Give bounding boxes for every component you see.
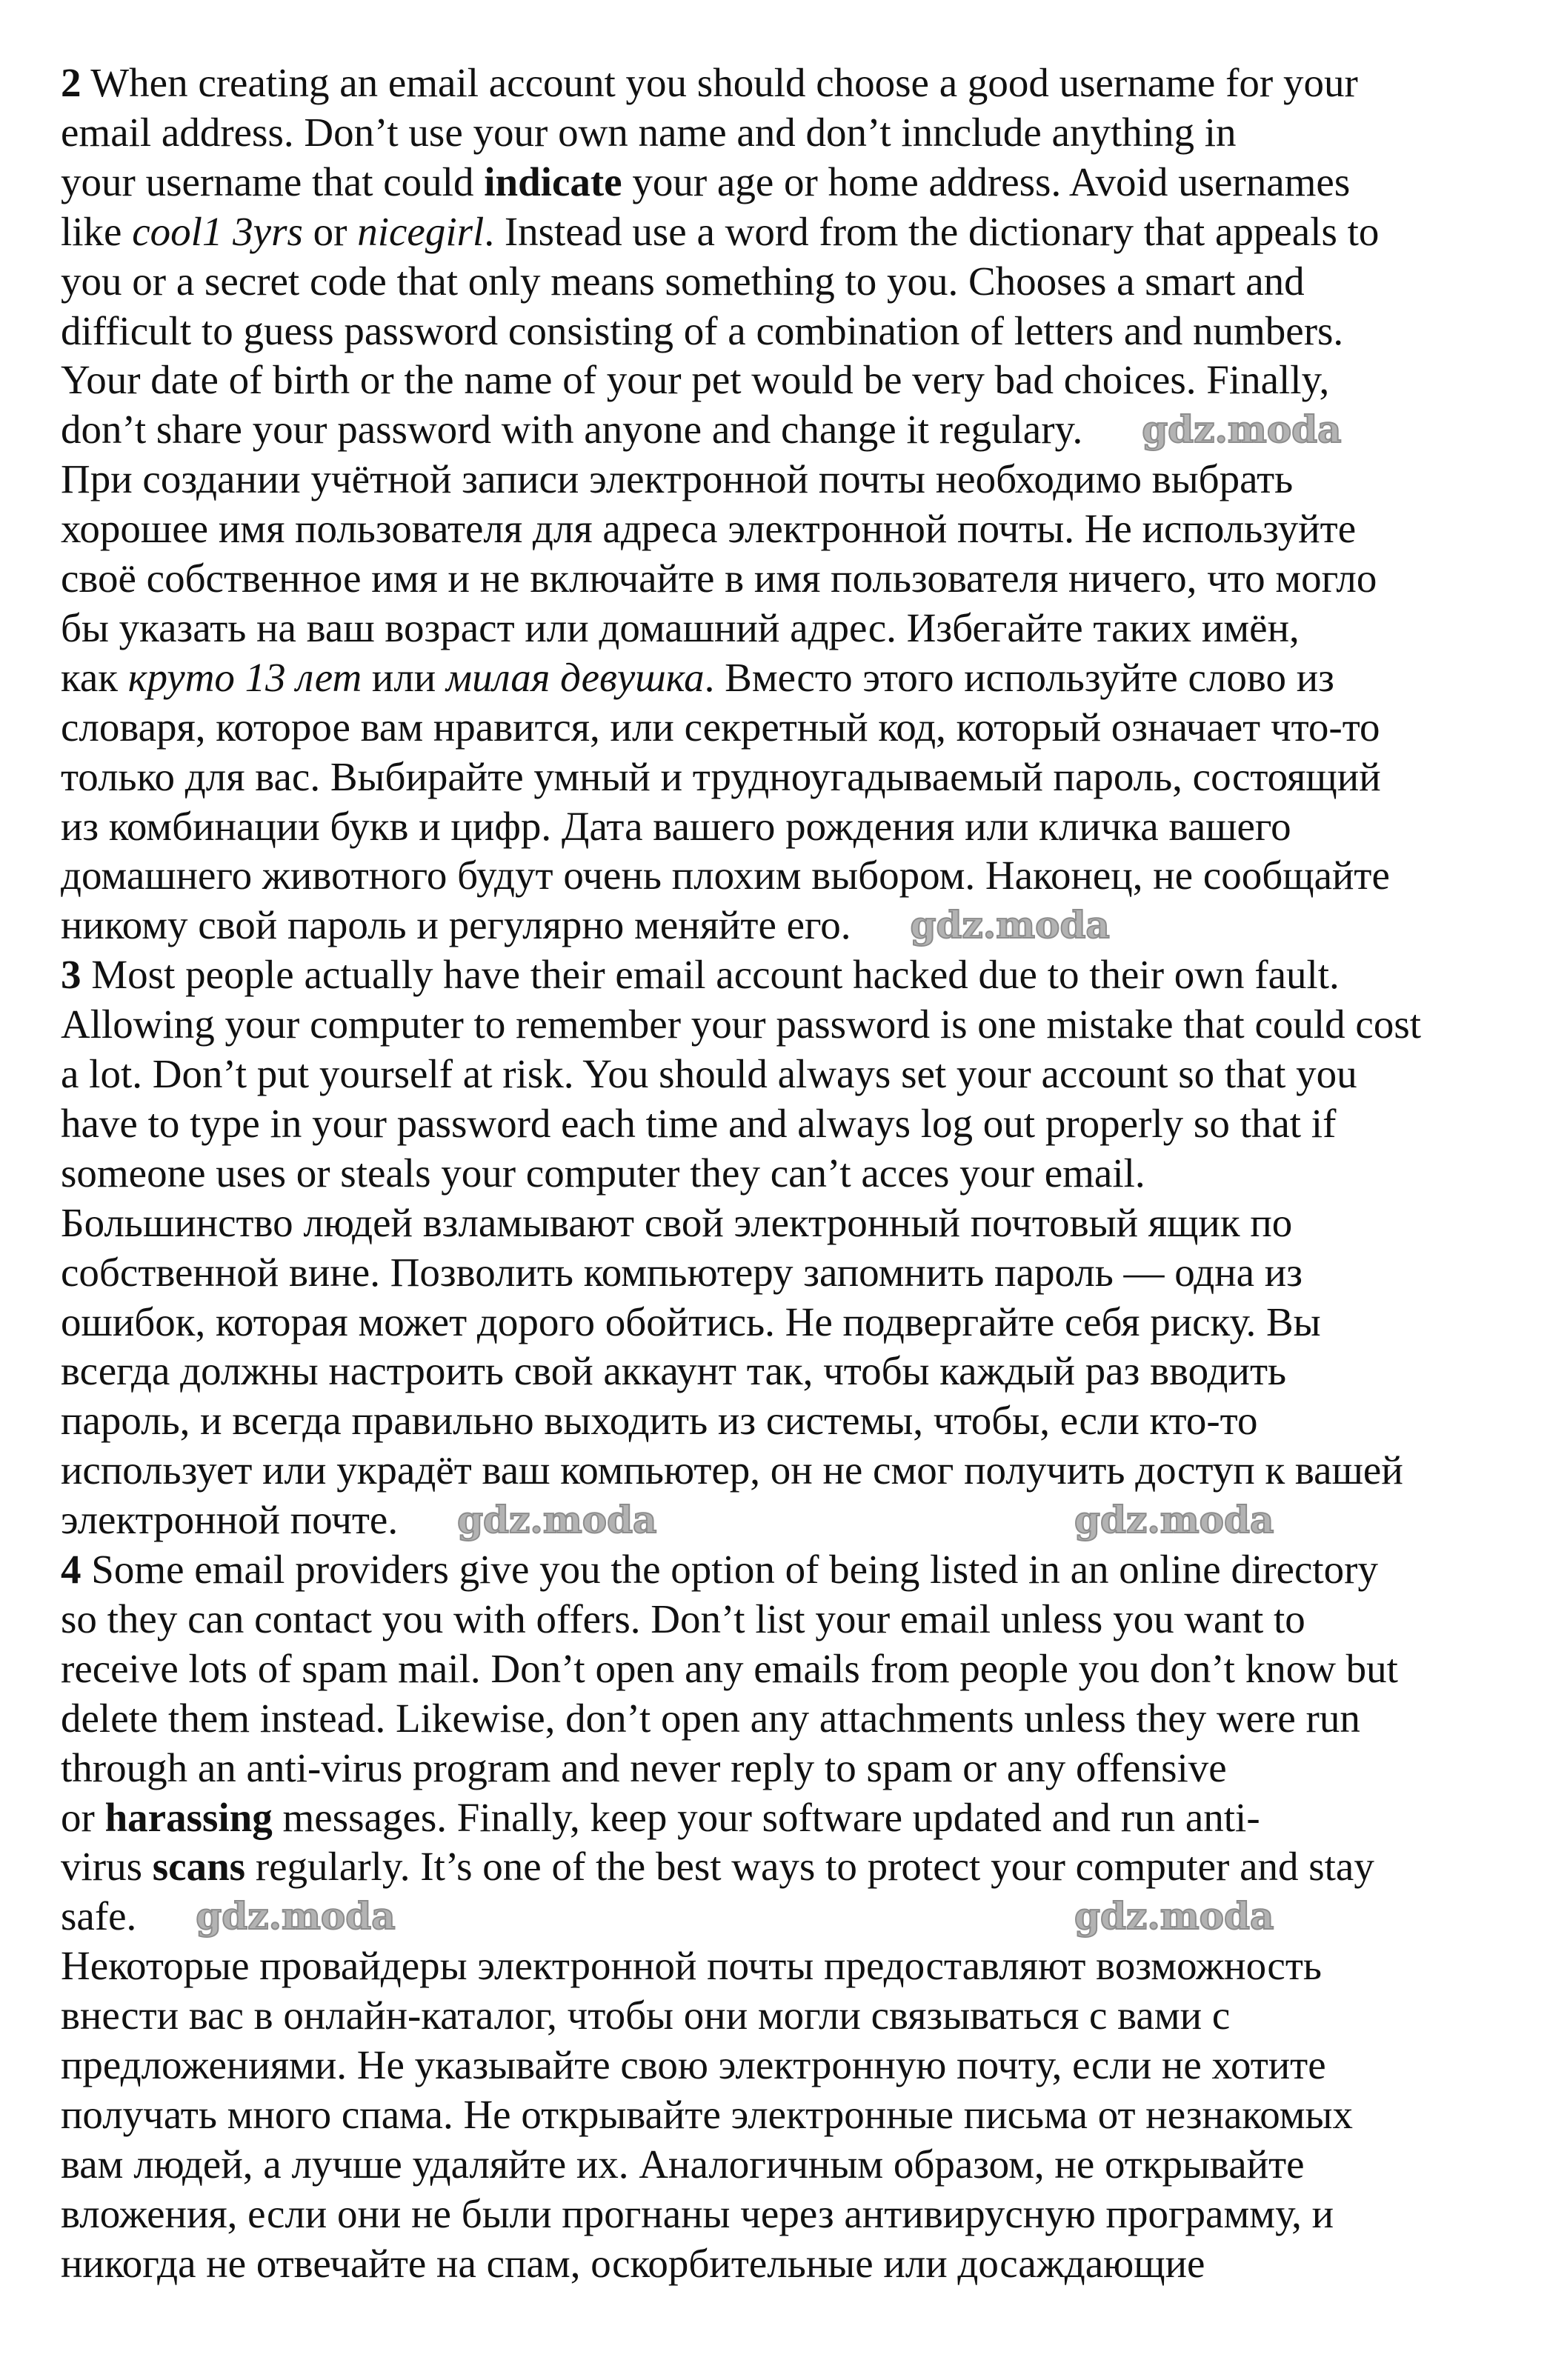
text-segment: virus [61,1844,153,1890]
text-line [61,1099,1336,1148]
text-segment: When creating an email account you should choose a good username for your [81,60,1358,105]
text-segment: никогда не отвечайте на спам, оскорбительные или досаждающие [61,2240,1205,2286]
watermark-logo: gdz.moda [1074,1498,1274,1542]
text-segment: . Instead use a word from the dictionary that appeals to [484,208,1380,254]
text-line [61,504,1356,553]
text-line [61,1842,1374,1891]
text-segment: пароль, и всегда правильно выходить из системы, чтобы, если кто-то [61,1398,1258,1444]
text-line [61,1050,1357,1099]
text-line [61,554,1377,603]
text-segment: Некоторые провайдеры электронной почты предоставляют возможность [61,1943,1322,1989]
text-segment: delete them instead. Likewise, don’t open any attachments unless they were run [61,1695,1360,1741]
text-line [61,1446,1403,1495]
text-line [61,2190,1334,2239]
text-segment: safe. [61,1893,137,1939]
text-line [61,1595,1305,1644]
text-line [61,307,1343,356]
text-line [61,653,1334,702]
text-line [61,1496,398,1544]
italic-text: nicegirl [357,208,485,254]
bold-text: scans [152,1844,246,1890]
text-segment: your age or home address. Avoid usernames [622,159,1351,204]
italic-text: милая девушка [446,654,705,700]
text-line [61,1744,1227,1793]
text-line [61,901,851,950]
text-segment: из комбинации букв и цифр. Дата вашего рождения или кличка вашего [61,803,1291,849]
text-segment: вложения, если они не были прогнаны через антивирусную программу, и [61,2190,1334,2236]
watermark-logo: gdz.moda [457,1498,657,1542]
text-segment: хорошее имя пользователя для адреса электронной почты. Не используйте [61,506,1357,552]
text-line [61,1991,1230,2040]
text-line [61,604,1300,653]
text-line [61,59,1358,107]
text-segment: всегда должны настроить свой аккаунт так, чтобы каждый раз вводить [61,1348,1287,1394]
text-segment: have to type in your password each time and always log out properly so that if [61,1100,1337,1146]
text-segment: никому свой пароль и регулярно меняйте его. [61,902,851,948]
text-line [61,356,1329,404]
text-line [61,1396,1257,1445]
text-segment: своё собственное имя и не включайте в имя пользователя ничего, что могло [61,556,1377,601]
text-segment: ошибок, которая может дорого обойтись. Не подвергайте себя риску. Вы [61,1299,1321,1344]
text-line [61,1644,1398,1693]
text-segment: don’t share your password with anyone and change it regulary. [61,407,1083,453]
text-segment: бы указать на ваш возраст или домашний адрес. Избегайте таких имён, [61,604,1300,650]
text-segment: email address. Don’t use your own name and don’t innclude anything in [61,109,1237,155]
text-line [61,257,1305,306]
text-segment: messages. Finally, keep your software updated and run anti- [272,1794,1260,1840]
text-line [61,1199,1292,1247]
text-line [61,1347,1286,1396]
text-segment: как [61,654,128,700]
text-segment: При создании учётной записи электронной почты необходимо выбрать [61,456,1294,502]
text-segment: словаря, которое вам нравится, или секретный код, который означает что-то [61,704,1380,750]
text-line [61,207,1379,256]
text-line [61,851,1390,900]
bold-text: indicate [484,159,622,204]
text-segment: предложениями. Не указывайте свою электронную почту, если не хотите [61,2042,1326,2087]
text-segment: like [61,208,133,254]
text-segment: you or a secret code that only means something to you. Chooses a smart and [61,258,1305,304]
text-line [61,802,1291,851]
text-line [61,2140,1305,2189]
text-segment: собственной вине. Позволить компьютеру запомнить пароль — одна из [61,1249,1303,1295]
text-line [61,1149,1145,1198]
text-line [61,2090,1353,2139]
text-segment: использует или украдёт ваш компьютер, он не смог получить доступ к вашей [61,1447,1403,1493]
text-segment: Allowing your computer to remember your password is one mistake that could cost [61,1001,1422,1047]
text-line [61,950,1340,999]
text-segment: . Вместо этого используйте слово из [704,654,1334,700]
text-segment: a lot. Don’t put yourself at risk. You should always set your account so that you [61,1051,1357,1096]
text-line [61,1892,136,1941]
text-line [61,1545,1378,1594]
bold-text: 2 [61,60,81,105]
text-segment: Some email providers give you the option of being listed in an online directory [81,1547,1378,1592]
text-segment: Most people actually have their email account hacked due to their own fault. [81,952,1340,998]
watermark-logo: gdz.moda [196,1894,396,1939]
text-segment: внести вас в онлайн-каталог, чтобы они могли связываться с вами с [61,1993,1231,2039]
text-line [61,1793,1260,1842]
text-segment: домашнего животного будут очень плохим выбором. Наконец, не сообщайте [61,853,1390,899]
text-line [61,753,1381,801]
text-line [61,158,1350,207]
text-line [61,703,1380,752]
bold-text: harassing [104,1794,273,1840]
text-segment: получать много спама. Не открывайте электронные письма от незнакомых [61,2091,1353,2137]
text-segment: or [302,208,358,254]
text-segment: regularly. It’s one of the best ways to protect your computer and stay [245,1844,1374,1890]
text-segment: Your date of birth or the name of your pet would be very bad choices. Finally, [61,357,1330,403]
text-segment: through an anti-virus program and never reply to spam or any offensive [61,1744,1227,1790]
text-segment: receive lots of spam mail. Don’t open any emails from people you don’t know but [61,1645,1398,1691]
text-line [61,405,1082,454]
text-segment: so they can contact you with offers. Don’t list your email unless you want to [61,1596,1305,1641]
bold-text: 4 [61,1547,81,1592]
text-line [61,1000,1421,1049]
text-segment: только для вас. Выбирайте умный и трудноугадываемый пароль, состоящий [61,753,1381,799]
watermark-logo: gdz.moda [910,903,1110,947]
text-segment: Большинство людей взламывают свой электронный почтовый ящик по [61,1199,1293,1245]
italic-text: cool1 3yrs [132,208,303,254]
watermark-logo: gdz.moda [1074,1894,1274,1939]
text-line [61,2041,1326,2090]
text-segment: your username that could [61,159,485,204]
text-segment: or [61,1794,105,1840]
watermark-logo: gdz.moda [1142,407,1342,452]
text-segment: электронной почте. [61,1497,399,1543]
text-line [61,2239,1205,2288]
text-segment: difficult to guess password consisting of a combination of letters and numbers. [61,307,1344,353]
text-line [61,455,1293,504]
text-segment: вам людей, а лучше удаляйте их. Аналогичным образом, не открывайте [61,2141,1305,2187]
text-segment: someone uses or steals your computer they can’t acces your email. [61,1150,1145,1196]
bold-text: 3 [61,952,81,998]
italic-text: круто 13 лет [127,654,362,700]
text-line [61,1941,1322,1990]
text-line [61,1694,1360,1743]
text-line [61,108,1237,157]
text-line [61,1248,1303,1297]
text-segment: или [362,654,446,700]
text-line [61,1298,1321,1347]
